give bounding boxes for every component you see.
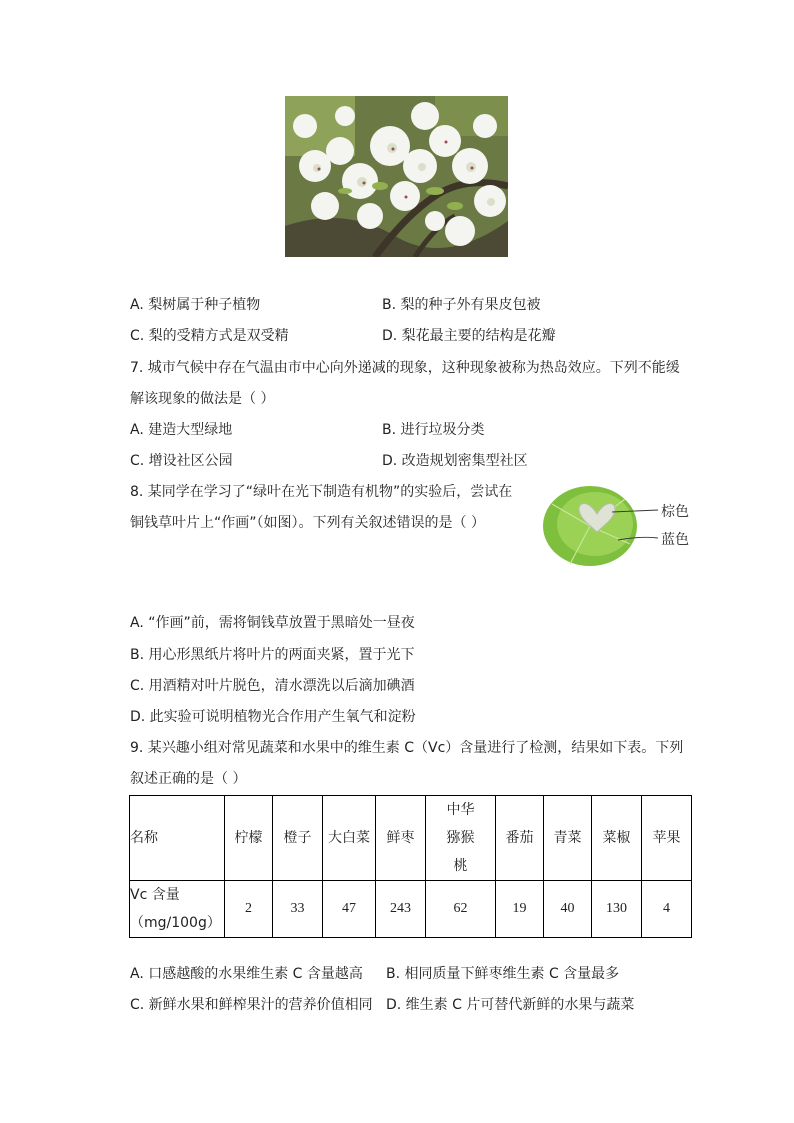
leaf-figure <box>540 484 700 574</box>
table-cell-value: 243 <box>376 881 426 938</box>
q6-option-d: D. 梨花最主要的结构是花瓣 <box>382 328 556 344</box>
vitamin-c-table <box>129 795 692 938</box>
table-header-name: 名称 <box>130 796 225 881</box>
q7-option-a: A. 建造大型绿地 <box>130 422 233 438</box>
pear-blossom-photo <box>285 96 508 257</box>
table-cell-name: 番茄 <box>496 796 544 881</box>
table-cell-value: 2 <box>225 881 273 938</box>
q8-option-d: D. 此实验可说明植物光合作用产生氧气和淀粉 <box>130 709 416 725</box>
table-cell-name: 青菜 <box>544 796 592 881</box>
table-cell-name: 大白菜 <box>323 796 376 881</box>
table-cell-value: 4 <box>642 881 692 938</box>
table-cell-name: 鲜枣 <box>376 796 426 881</box>
table-row-names <box>130 796 692 881</box>
q7-option-c: C. 增设社区公园 <box>130 453 233 469</box>
q9-option-b: B. 相同质量下鲜枣维生素 C 含量最多 <box>386 966 620 982</box>
table-header-vc-line1: Vc 含量 <box>130 887 180 903</box>
table-cell-name: 苹果 <box>642 796 692 881</box>
table-row-values <box>130 881 692 938</box>
q9-option-a: A. 口感越酸的水果维生素 C 含量越高 <box>130 966 363 982</box>
q9-stem-line1: 9. 某兴趣小组对常见蔬菜和水果中的维生素 C（Vc）含量进行了检测，结果如下表。下列 <box>130 740 684 756</box>
q6-option-c: C. 梨的受精方式是双受精 <box>130 328 289 344</box>
q7-option-d: D. 改造规划密集型社区 <box>382 453 528 469</box>
table-cell-value: 62 <box>426 881 496 938</box>
figure-label-brown: 棕色 <box>661 504 689 520</box>
q9-stem-line2: 叙述正确的是（ ） <box>130 771 247 787</box>
table-header-vc <box>130 881 225 938</box>
pear-blossom-image <box>285 96 508 257</box>
figure-label-blue: 蓝色 <box>661 532 689 548</box>
q8-option-b: B. 用心形黑纸片将叶片的两面夹紧，置于光下 <box>130 647 415 663</box>
q6-option-b: B. 梨的种子外有果皮包被 <box>382 297 541 313</box>
table-cell-value: 33 <box>273 881 323 938</box>
table-cell-name: 柠檬 <box>225 796 273 881</box>
table-cell-value: 130 <box>592 881 642 938</box>
q9-option-c: C. 新鲜水果和鲜榨果汁的营养价值相同 <box>130 997 373 1013</box>
q7-stem-line2: 解该现象的做法是（ ） <box>130 391 275 407</box>
table-cell-value: 19 <box>496 881 544 938</box>
table-cell-name: 中华猕猴桃 <box>426 796 496 881</box>
q8-option-a: A. “作画”前，需将铜钱草放置于黑暗处一昼夜 <box>130 615 415 631</box>
table-cell-name: 菜椒 <box>592 796 642 881</box>
table-cell-name: 橙子 <box>273 796 323 881</box>
q9-option-d: D. 维生素 C 片可替代新鲜的水果与蔬菜 <box>386 997 635 1013</box>
q6-option-a: A. 梨树属于种子植物 <box>130 297 261 313</box>
q8-stem-line2: 铜钱草叶片上“作画”（如图）。下列有关叙述错误的是（ ） <box>130 515 485 531</box>
q7-stem-line1: 7. 城市气候中存在气温由市中心向外递减的现象，这种现象被称为热岛效应。下列不能缓 <box>130 360 680 376</box>
table-cell-value: 47 <box>323 881 376 938</box>
q8-stem-line1: 8. 某同学在学习了“绿叶在光下制造有机物”的实验后，尝试在 <box>130 484 513 500</box>
q7-option-b: B. 进行垃圾分类 <box>382 422 485 438</box>
table-cell-value: 40 <box>544 881 592 938</box>
q8-option-c: C. 用酒精对叶片脱色，清水漂洗以后滴加碘酒 <box>130 678 415 694</box>
table-header-vc-line2: （mg/100g） <box>130 915 221 931</box>
